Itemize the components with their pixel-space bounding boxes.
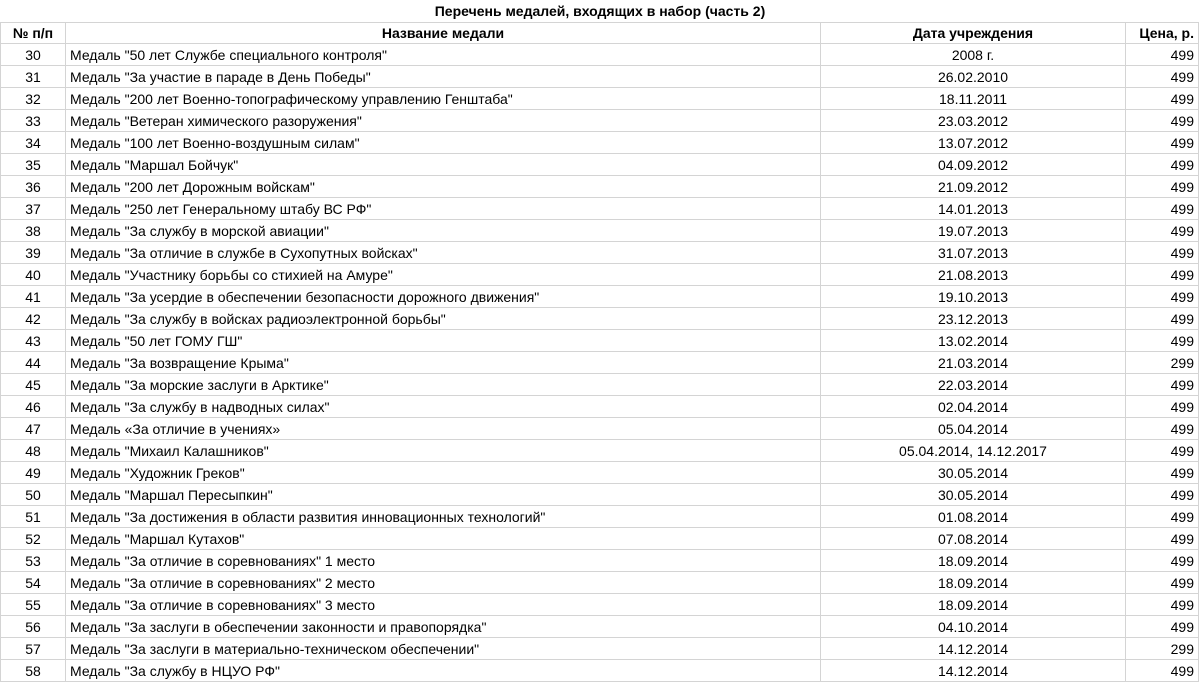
- price-cell[interactable]: 499: [1126, 132, 1199, 154]
- price-cell[interactable]: 499: [1126, 550, 1199, 572]
- price-cell[interactable]: 499: [1126, 88, 1199, 110]
- date-cell[interactable]: 21.09.2012: [821, 176, 1126, 198]
- date-cell[interactable]: 23.03.2012: [821, 110, 1126, 132]
- date-cell[interactable]: 18.09.2014: [821, 594, 1126, 616]
- table-row: [1, 198, 1199, 220]
- row-num-cell[interactable]: 32: [1, 88, 66, 110]
- row-num-cell[interactable]: 48: [1, 440, 66, 462]
- price-cell[interactable]: 499: [1126, 660, 1199, 682]
- date-cell[interactable]: 01.08.2014: [821, 506, 1126, 528]
- medal-name-cell[interactable]: Медаль "100 лет Военно-воздушным силам": [66, 132, 821, 154]
- row-num-cell[interactable]: 57: [1, 638, 66, 660]
- table-row: [1, 330, 1199, 352]
- price-cell[interactable]: 499: [1126, 484, 1199, 506]
- table-row: [1, 264, 1199, 286]
- price-cell[interactable]: 499: [1126, 418, 1199, 440]
- row-num-cell[interactable]: 35: [1, 154, 66, 176]
- date-cell[interactable]: 2008 г.: [821, 44, 1126, 66]
- date-cell[interactable]: 30.05.2014: [821, 484, 1126, 506]
- medal-name-cell[interactable]: Медаль "За службу в надводных силах": [66, 396, 821, 418]
- row-num-cell[interactable]: 34: [1, 132, 66, 154]
- date-cell[interactable]: 19.10.2013: [821, 286, 1126, 308]
- table-row: [1, 88, 1199, 110]
- row-num-cell[interactable]: 56: [1, 616, 66, 638]
- date-cell[interactable]: 14.01.2013: [821, 198, 1126, 220]
- table-row: [1, 550, 1199, 572]
- date-cell[interactable]: 22.03.2014: [821, 374, 1126, 396]
- medals-table: [0, 22, 1199, 682]
- price-cell[interactable]: 499: [1126, 110, 1199, 132]
- medal-name-cell[interactable]: Медаль "Маршал Пересыпкин": [66, 484, 821, 506]
- price-cell[interactable]: 499: [1126, 440, 1199, 462]
- table-row: [1, 374, 1199, 396]
- table-row: [1, 484, 1199, 506]
- medal-name-cell[interactable]: Медаль "250 лет Генеральному штабу ВС РФ": [66, 198, 821, 220]
- row-num-cell[interactable]: 52: [1, 528, 66, 550]
- table-row: [1, 308, 1199, 330]
- medal-name-cell[interactable]: Медаль "За возвращение Крыма": [66, 352, 821, 374]
- medal-name-cell[interactable]: Медаль "За заслуги в обеспечении законности и правопорядка": [66, 616, 821, 638]
- date-cell[interactable]: 19.07.2013: [821, 220, 1126, 242]
- table-row: [1, 506, 1199, 528]
- row-num-cell[interactable]: 45: [1, 374, 66, 396]
- date-cell[interactable]: 18.09.2014: [821, 572, 1126, 594]
- price-cell[interactable]: 499: [1126, 330, 1199, 352]
- table-row: [1, 418, 1199, 440]
- price-cell[interactable]: 499: [1126, 528, 1199, 550]
- medal-name-cell[interactable]: Медаль "Маршал Бойчук": [66, 154, 821, 176]
- row-num-cell[interactable]: 51: [1, 506, 66, 528]
- date-cell[interactable]: 14.12.2014: [821, 660, 1126, 682]
- table-row: [1, 462, 1199, 484]
- date-cell[interactable]: 30.05.2014: [821, 462, 1126, 484]
- table-row: [1, 176, 1199, 198]
- sheet-title: Перечень медалей, входящих в набор (часть 2): [434, 3, 766, 19]
- date-cell[interactable]: 21.03.2014: [821, 352, 1126, 374]
- date-cell[interactable]: 18.11.2011: [821, 88, 1126, 110]
- row-num-cell[interactable]: 55: [1, 594, 66, 616]
- row-num-cell[interactable]: 47: [1, 418, 66, 440]
- medal-name-cell[interactable]: Медаль "Участнику борьбы со стихией на Амуре": [66, 264, 821, 286]
- medal-name-cell[interactable]: Медаль "За усердие в обеспечении безопасности дорожного движения": [66, 286, 821, 308]
- price-cell[interactable]: 499: [1126, 572, 1199, 594]
- row-num-cell[interactable]: 53: [1, 550, 66, 572]
- table-row: [1, 242, 1199, 264]
- medal-name-cell[interactable]: Медаль "50 лет Службе специального контроля": [66, 44, 821, 66]
- table-row: [1, 660, 1199, 682]
- medal-name-cell[interactable]: Медаль "За службу в НЦУО РФ": [66, 660, 821, 682]
- price-cell[interactable]: 499: [1126, 506, 1199, 528]
- price-cell[interactable]: 499: [1126, 594, 1199, 616]
- date-cell[interactable]: 13.02.2014: [821, 330, 1126, 352]
- table-row: [1, 110, 1199, 132]
- row-num-cell[interactable]: 50: [1, 484, 66, 506]
- price-cell[interactable]: 499: [1126, 44, 1199, 66]
- price-cell[interactable]: 499: [1126, 462, 1199, 484]
- table-row: [1, 66, 1199, 88]
- row-num-cell[interactable]: 36: [1, 176, 66, 198]
- price-cell[interactable]: 499: [1126, 66, 1199, 88]
- row-num-cell[interactable]: 42: [1, 308, 66, 330]
- date-cell[interactable]: 31.07.2013: [821, 242, 1126, 264]
- medal-name-cell[interactable]: Медаль "За отличие в соревнованиях" 1 место: [66, 550, 821, 572]
- row-num-cell[interactable]: 44: [1, 352, 66, 374]
- price-cell[interactable]: 499: [1126, 176, 1199, 198]
- date-cell[interactable]: 04.10.2014: [821, 616, 1126, 638]
- table-row: [1, 594, 1199, 616]
- medal-name-cell[interactable]: Медаль "50 лет ГОМУ ГШ": [66, 330, 821, 352]
- header-date[interactable]: Дата учреждения: [821, 23, 1126, 44]
- row-num-cell[interactable]: 33: [1, 110, 66, 132]
- row-num-cell[interactable]: 38: [1, 220, 66, 242]
- date-cell[interactable]: 23.12.2013: [821, 308, 1126, 330]
- date-cell[interactable]: 05.04.2014, 14.12.2017: [821, 440, 1126, 462]
- row-num-cell[interactable]: 58: [1, 660, 66, 682]
- date-cell[interactable]: 07.08.2014: [821, 528, 1126, 550]
- date-cell[interactable]: 26.02.2010: [821, 66, 1126, 88]
- price-cell[interactable]: 499: [1126, 286, 1199, 308]
- table-row: [1, 638, 1199, 660]
- date-cell[interactable]: 13.07.2012: [821, 132, 1126, 154]
- price-cell[interactable]: 499: [1126, 308, 1199, 330]
- date-cell[interactable]: 05.04.2014: [821, 418, 1126, 440]
- price-cell[interactable]: 499: [1126, 242, 1199, 264]
- table-row: [1, 440, 1199, 462]
- header-row: [1, 23, 1199, 44]
- table-row: [1, 286, 1199, 308]
- table-row: [1, 154, 1199, 176]
- table-row: [1, 528, 1199, 550]
- row-num-cell[interactable]: 41: [1, 286, 66, 308]
- medal-name-cell[interactable]: Медаль "Маршал Кутахов": [66, 528, 821, 550]
- medal-name-cell[interactable]: Медаль "Художник Греков": [66, 462, 821, 484]
- medal-name-cell[interactable]: Медаль "За отличие в службе в Сухопутных войсках": [66, 242, 821, 264]
- date-cell[interactable]: 14.12.2014: [821, 638, 1126, 660]
- price-cell[interactable]: 499: [1126, 264, 1199, 286]
- header-name[interactable]: Название медали: [66, 23, 821, 44]
- medal-name-cell[interactable]: Медаль "200 лет Дорожным войскам": [66, 176, 821, 198]
- medal-name-cell[interactable]: Медаль «За отличие в учениях»: [66, 418, 821, 440]
- medal-name-cell[interactable]: Медаль "Ветеран химического разоружения": [66, 110, 821, 132]
- table-row: [1, 396, 1199, 418]
- medal-name-cell[interactable]: Медаль "За отличие в соревнованиях" 2 место: [66, 572, 821, 594]
- medal-name-cell[interactable]: Медаль "За заслуги в материально-техническом обеспечении": [66, 638, 821, 660]
- price-cell[interactable]: 499: [1126, 396, 1199, 418]
- row-num-cell[interactable]: 37: [1, 198, 66, 220]
- row-num-cell[interactable]: 43: [1, 330, 66, 352]
- row-num-cell[interactable]: 46: [1, 396, 66, 418]
- table-row: [1, 572, 1199, 594]
- price-cell[interactable]: 499: [1126, 198, 1199, 220]
- price-cell[interactable]: 299: [1126, 638, 1199, 660]
- medal-name-cell[interactable]: Медаль "За службу в войсках радиоэлектронной борьбы": [66, 308, 821, 330]
- price-cell[interactable]: 499: [1126, 220, 1199, 242]
- medal-name-cell[interactable]: Медаль "За достижения в области развития инновационных технологий": [66, 506, 821, 528]
- table-row: [1, 616, 1199, 638]
- row-num-cell[interactable]: 30: [1, 44, 66, 66]
- medal-name-cell[interactable]: Медаль "Михаил Калашников": [66, 440, 821, 462]
- header-price[interactable]: Цена, р.: [1126, 23, 1199, 44]
- date-cell[interactable]: 04.09.2012: [821, 154, 1126, 176]
- price-cell[interactable]: 299: [1126, 352, 1199, 374]
- medal-name-cell[interactable]: Медаль "За морские заслуги в Арктике": [66, 374, 821, 396]
- date-cell[interactable]: 02.04.2014: [821, 396, 1126, 418]
- date-cell[interactable]: 18.09.2014: [821, 550, 1126, 572]
- table-row: [1, 352, 1199, 374]
- row-num-cell[interactable]: 31: [1, 66, 66, 88]
- price-cell[interactable]: 499: [1126, 616, 1199, 638]
- row-num-cell[interactable]: 39: [1, 242, 66, 264]
- header-num[interactable]: № п/п: [1, 23, 66, 44]
- price-cell[interactable]: 499: [1126, 374, 1199, 396]
- medal-name-cell[interactable]: Медаль "200 лет Военно-топографическому управлению Генштаба": [66, 88, 821, 110]
- price-cell[interactable]: 499: [1126, 154, 1199, 176]
- table-row: [1, 132, 1199, 154]
- medal-name-cell[interactable]: Медаль "За участие в параде в День Победы": [66, 66, 821, 88]
- row-num-cell[interactable]: 40: [1, 264, 66, 286]
- table-row: [1, 44, 1199, 66]
- date-cell[interactable]: 21.08.2013: [821, 264, 1126, 286]
- row-num-cell[interactable]: 54: [1, 572, 66, 594]
- row-num-cell[interactable]: 49: [1, 462, 66, 484]
- table-row: [1, 220, 1199, 242]
- medal-name-cell[interactable]: Медаль "За службу в морской авиации": [66, 220, 821, 242]
- medal-name-cell[interactable]: Медаль "За отличие в соревнованиях" 3 место: [66, 594, 821, 616]
